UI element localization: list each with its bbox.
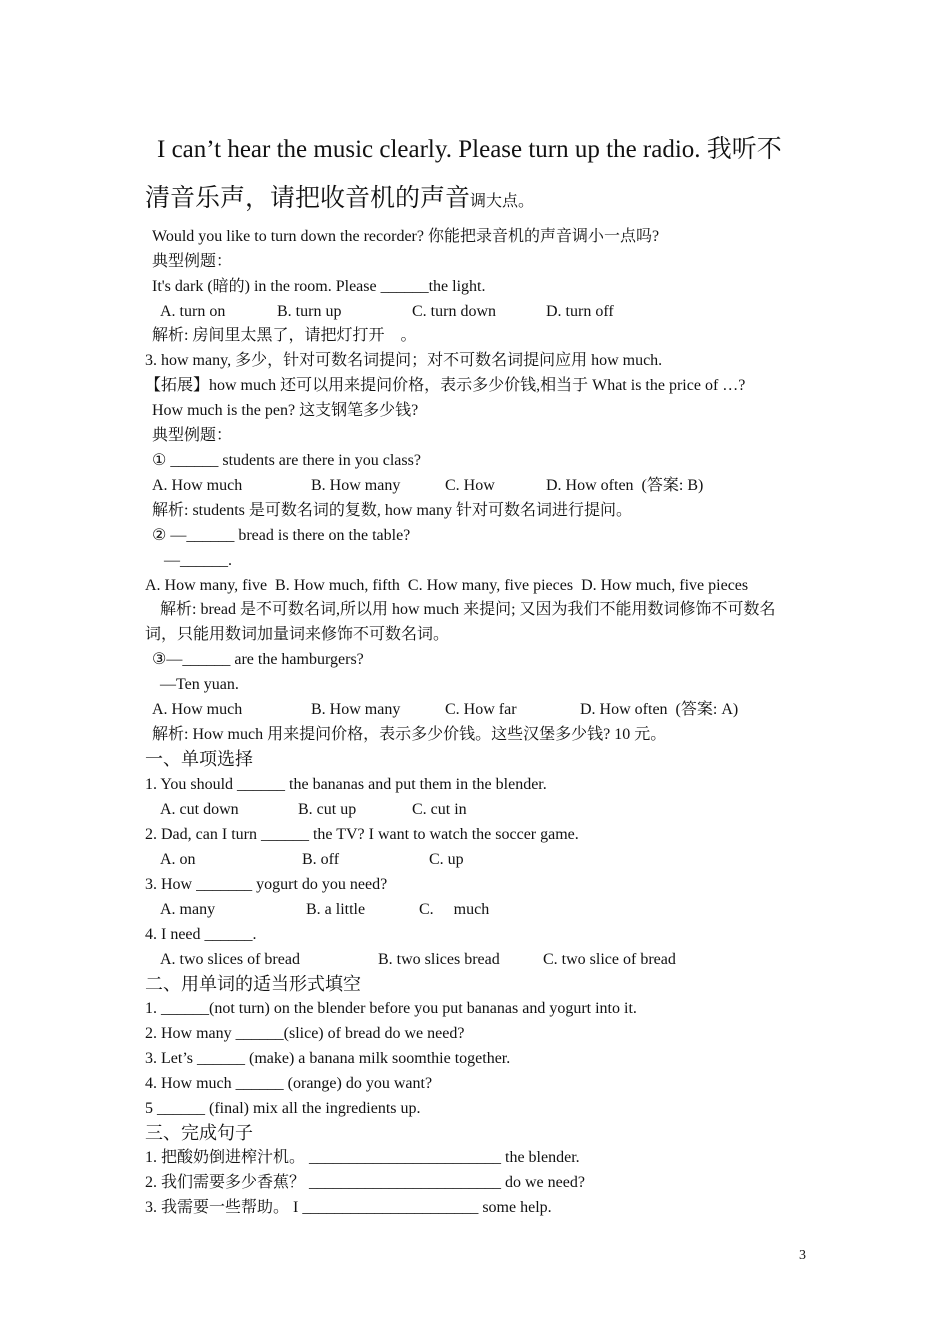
part3-item-1: 1. 把酸奶倒进榨汁机。 ________________________ the blender. xyxy=(145,1149,580,1166)
part1-q4-option-b: B. two slices bread xyxy=(378,951,500,968)
part2-item-5: 5 ______ (final) mix all the ingredients up. xyxy=(145,1100,421,1117)
part2-title: 二、用单词的适当形式填空 xyxy=(145,974,361,994)
part1-q4-option-c: C. two slice of bread xyxy=(543,951,676,968)
intro-option-b: B. turn up xyxy=(277,303,342,320)
part1-q1-option-c: C. cut in xyxy=(412,801,467,818)
part1-q3: 3. How _______ yogurt do you need? xyxy=(145,876,388,893)
section3-q1-option-d: D. How often (答案: B) xyxy=(546,477,704,494)
intro-example-label: 典型例题： xyxy=(152,253,233,270)
section3-q3-option-c: C. How far xyxy=(445,701,517,718)
part1-q2-option-c: C. up xyxy=(429,851,464,868)
intro-question: It's dark (暗的) in the room. Please ______the light. xyxy=(152,278,486,295)
section3-q3-option-a: A. How much xyxy=(152,701,243,718)
intro-line-2 xyxy=(145,183,534,215)
part3-title: 三、完成句子 xyxy=(145,1123,253,1143)
part1-q4: 4. I need ______. xyxy=(145,926,257,943)
intro-option-c: C. turn down xyxy=(412,303,496,320)
part3-item-2: 2. 我们需要多少香蕉？ ________________________ do we need? xyxy=(145,1174,585,1191)
section3-q1-option-b: B. How many xyxy=(311,477,401,494)
section3-q1: ① ______ students are there in you class? xyxy=(152,452,421,469)
part1-title: 一、单项选择 xyxy=(145,749,253,769)
part1-q3-option-c: C. much xyxy=(419,901,490,918)
intro-line-2-small: 调大点。 xyxy=(470,193,535,210)
intro-line-2-big: 清音乐声，请把收音机的声音 xyxy=(145,185,471,212)
section3-example: How much is the pen? 这支钢笔多少钱? xyxy=(152,402,419,419)
part3-item-3: 3. 我需要一些帮助。 I ______________________ some help. xyxy=(145,1199,552,1216)
intro-option-a: A. turn on xyxy=(160,303,226,320)
section3-q2-options: A. How many, five B. How much, fifth C. How many, five pieces D. How much, five pieces xyxy=(145,577,749,594)
section3-q2-analysis-2: 词，只能用数词加量词来修饰不可数名词。 xyxy=(145,626,450,643)
section3-q2-analysis-1: 解析: bread 是不可数名词,所以用 how much 来提问; 又因为我们不能用数词修饰不可数名 xyxy=(160,601,776,618)
intro-line-3: Would you like to turn down the recorder? 你能把录音机的声音调小一点吗? xyxy=(152,228,660,245)
section3-q3-option-b: B. How many xyxy=(311,701,401,718)
part2-item-1: 1. ______(not turn) on the blender before you put bananas and yogurt into it. xyxy=(145,1000,637,1017)
part2-item-4: 4. How much ______ (orange) do you want? xyxy=(145,1075,433,1092)
intro-analysis: 解析: 房间里太黑了，请把灯打开 。 xyxy=(152,327,417,344)
section3-q1-option-c: C. How xyxy=(445,477,495,494)
section3-q2-line-a: ② —______ bread is there on the table? xyxy=(152,527,411,544)
section3-q3-analysis: 解析: How much 用来提问价格，表示多少价钱。这些汉堡多少钱? 10 元。 xyxy=(152,726,667,743)
section3-q3-option-d: D. How often (答案: A) xyxy=(580,701,739,718)
part1-q1: 1. You should ______ the bananas and put them in the blender. xyxy=(145,776,547,793)
part1-q3-option-a: A. many xyxy=(160,901,216,918)
section3-extension: 【拓展】how much 还可以用来提问价格，表示多少价钱,相当于 What is the price of …? xyxy=(145,377,746,394)
section3-q1-option-a: A. How much xyxy=(152,477,243,494)
part1-q1-option-b: B. cut up xyxy=(298,801,357,818)
part1-q2-option-a: A. on xyxy=(160,851,196,868)
part2-item-3: 3. Let’s ______ (make) a banana milk soomthie together. xyxy=(145,1050,511,1067)
section3-q2-line-b: —______. xyxy=(164,552,232,569)
section3-q3-line-b: —Ten yuan. xyxy=(160,676,239,693)
part1-q2-option-b: B. off xyxy=(302,851,340,868)
part1-q1-option-a: A. cut down xyxy=(160,801,239,818)
page-number: 3 xyxy=(799,1248,806,1263)
part1-q2: 2. Dad, can I turn ______ the TV? I want to watch the soccer game. xyxy=(145,826,579,843)
section3-q1-analysis: 解析: students 是可数名词的复数, how many 针对可数名词进行提问。 xyxy=(152,502,632,519)
part1-q4-option-a: A. two slices of bread xyxy=(160,951,300,968)
section3-example-label: 典型例题： xyxy=(152,427,233,444)
section3-title: 3. how many, 多少，针对可数名词提问；对不可数名词提问应用 how much. xyxy=(145,352,663,369)
intro-option-d: D. turn off xyxy=(546,303,614,320)
part1-q3-option-b: B. a little xyxy=(306,901,366,918)
intro-line-1: I can’t hear the music clearly. Please turn up the radio. 我听不 xyxy=(157,136,782,163)
part2-item-2: 2. How many ______(slice) of bread do we need? xyxy=(145,1025,465,1042)
section3-q3-line-a: ③—______ are the hamburgers? xyxy=(152,651,364,668)
